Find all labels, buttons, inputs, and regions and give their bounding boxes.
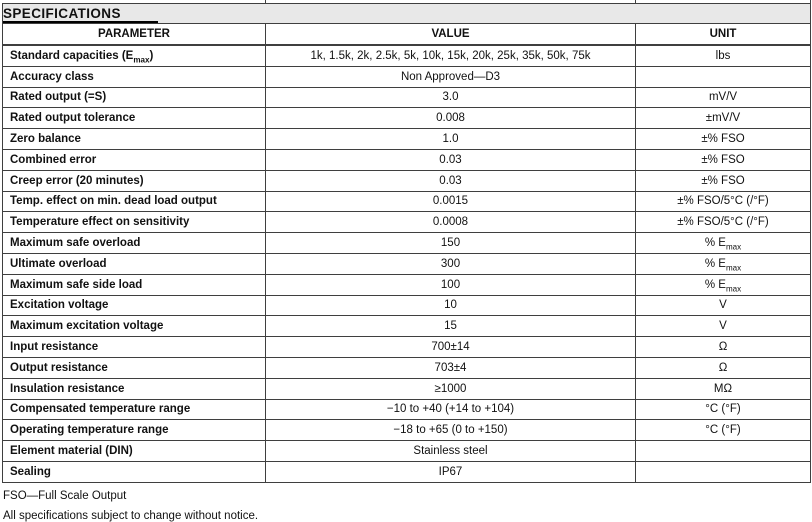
column-header-value: VALUE	[266, 24, 636, 46]
value-cell: 1k, 1.5k, 2k, 2.5k, 5k, 10k, 15k, 20k, 25k, 35k, 50k, 75k	[266, 45, 636, 66]
value-cell: 703±4	[266, 357, 636, 378]
table-row	[3, 108, 811, 129]
table-row	[3, 66, 811, 87]
unit-cell	[636, 441, 811, 462]
table-row	[3, 399, 811, 420]
table-row	[3, 170, 811, 191]
param-cell: Maximum safe overload	[3, 233, 266, 254]
column-header-parameter: PARAMETER	[3, 24, 266, 46]
specifications-table	[2, 0, 811, 483]
unit-cell: V	[636, 316, 811, 337]
param-cell: Operating temperature range	[3, 420, 266, 441]
table-row	[3, 129, 811, 150]
unit-cell: Ω	[636, 337, 811, 358]
table-row	[3, 378, 811, 399]
table-row	[3, 316, 811, 337]
unit-cell: ±% FSO	[636, 149, 811, 170]
unit-cell	[636, 66, 811, 87]
param-cell: Rated output (=S)	[3, 87, 266, 108]
table-row	[3, 233, 811, 254]
unit-cell: Ω	[636, 357, 811, 378]
param-cell: Standard capacities $(E_{max})$	[3, 45, 266, 66]
value-cell: 0.0008	[266, 212, 636, 233]
table-row	[3, 441, 811, 462]
unit-cell: ±mV/V	[636, 108, 811, 129]
value-cell: 10	[266, 295, 636, 316]
table-row	[3, 191, 811, 212]
unit-cell: % $E_{max}$	[636, 253, 811, 274]
value-cell: Non Approved—D3	[266, 66, 636, 87]
param-cell: Temp. effect on min. dead load output	[3, 191, 266, 212]
table-row	[3, 274, 811, 295]
param-cell: Sealing	[3, 461, 266, 482]
value-cell: 0.03	[266, 170, 636, 191]
table-row	[3, 212, 811, 233]
table-row	[3, 253, 811, 274]
value-cell: 700±14	[266, 337, 636, 358]
section-title-label: SPECIFICATIONS	[3, 6, 121, 21]
param-cell: Creep error (20 minutes)	[3, 170, 266, 191]
value-cell: 1.0	[266, 129, 636, 150]
unit-cell: ±% FSO	[636, 129, 811, 150]
value-cell: 300	[266, 253, 636, 274]
unit-cell: ±% FSO/5°C (/°F)	[636, 212, 811, 233]
value-cell: IP67	[266, 461, 636, 482]
value-cell: −10 to +40 (+14 to +104)	[266, 399, 636, 420]
section-title	[3, 4, 811, 24]
unit-cell: lbs	[636, 45, 811, 66]
param-cell: Ultimate overload	[3, 253, 266, 274]
value-cell: 150	[266, 233, 636, 254]
unit-cell: ±% FSO	[636, 170, 811, 191]
param-cell: Accuracy class	[3, 66, 266, 87]
footnote-disclaimer: All specifications subject to change without notice.	[3, 509, 259, 522]
table-row	[3, 337, 811, 358]
unit-cell: ±% FSO/5°C (/°F)	[636, 191, 811, 212]
footnote-fso: FSO—Full Scale Output	[3, 489, 127, 502]
param-cell: Rated output tolerance	[3, 108, 266, 129]
value-cell: 3.0	[266, 87, 636, 108]
param-cell: Zero balance	[3, 129, 266, 150]
value-cell: −18 to +65 (0 to +150)	[266, 420, 636, 441]
value-cell: 0.0015	[266, 191, 636, 212]
unit-cell: % $E_{max}$	[636, 233, 811, 254]
param-cell: Temperature effect on sensitivity	[3, 212, 266, 233]
unit-cell: °C (°F)	[636, 399, 811, 420]
param-cell: Element material (DIN)	[3, 441, 266, 462]
table-row	[3, 295, 811, 316]
param-cell: Input resistance	[3, 337, 266, 358]
unit-cell: % $E_{max}$	[636, 274, 811, 295]
value-cell: 0.008	[266, 108, 636, 129]
table-row	[3, 87, 811, 108]
value-cell: Stainless steel	[266, 441, 636, 462]
param-cell: Insulation resistance	[3, 378, 266, 399]
unit-cell: MΩ	[636, 378, 811, 399]
unit-cell: °C (°F)	[636, 420, 811, 441]
param-cell: Combined error	[3, 149, 266, 170]
title-row	[3, 4, 811, 24]
unit-cell: V	[636, 295, 811, 316]
unit-cell: mV/V	[636, 87, 811, 108]
param-cell: Maximum safe side load	[3, 274, 266, 295]
table-row	[3, 420, 811, 441]
table-row	[3, 45, 811, 66]
spec-table-body	[3, 45, 811, 482]
param-cell: Compensated temperature range	[3, 399, 266, 420]
value-cell: 0.03	[266, 149, 636, 170]
value-cell: ≥1000	[266, 378, 636, 399]
param-cell: Output resistance	[3, 357, 266, 378]
table-row	[3, 357, 811, 378]
param-cell: Excitation voltage	[3, 295, 266, 316]
param-cell: Maximum excitation voltage	[3, 316, 266, 337]
value-cell: 100	[266, 274, 636, 295]
unit-cell	[636, 461, 811, 482]
column-header-row	[3, 24, 811, 46]
value-cell: 15	[266, 316, 636, 337]
table-row	[3, 461, 811, 482]
table-row	[3, 149, 811, 170]
title-underline-bar	[3, 21, 158, 24]
column-header-unit: UNIT	[636, 24, 811, 46]
footnotes	[3, 490, 812, 522]
